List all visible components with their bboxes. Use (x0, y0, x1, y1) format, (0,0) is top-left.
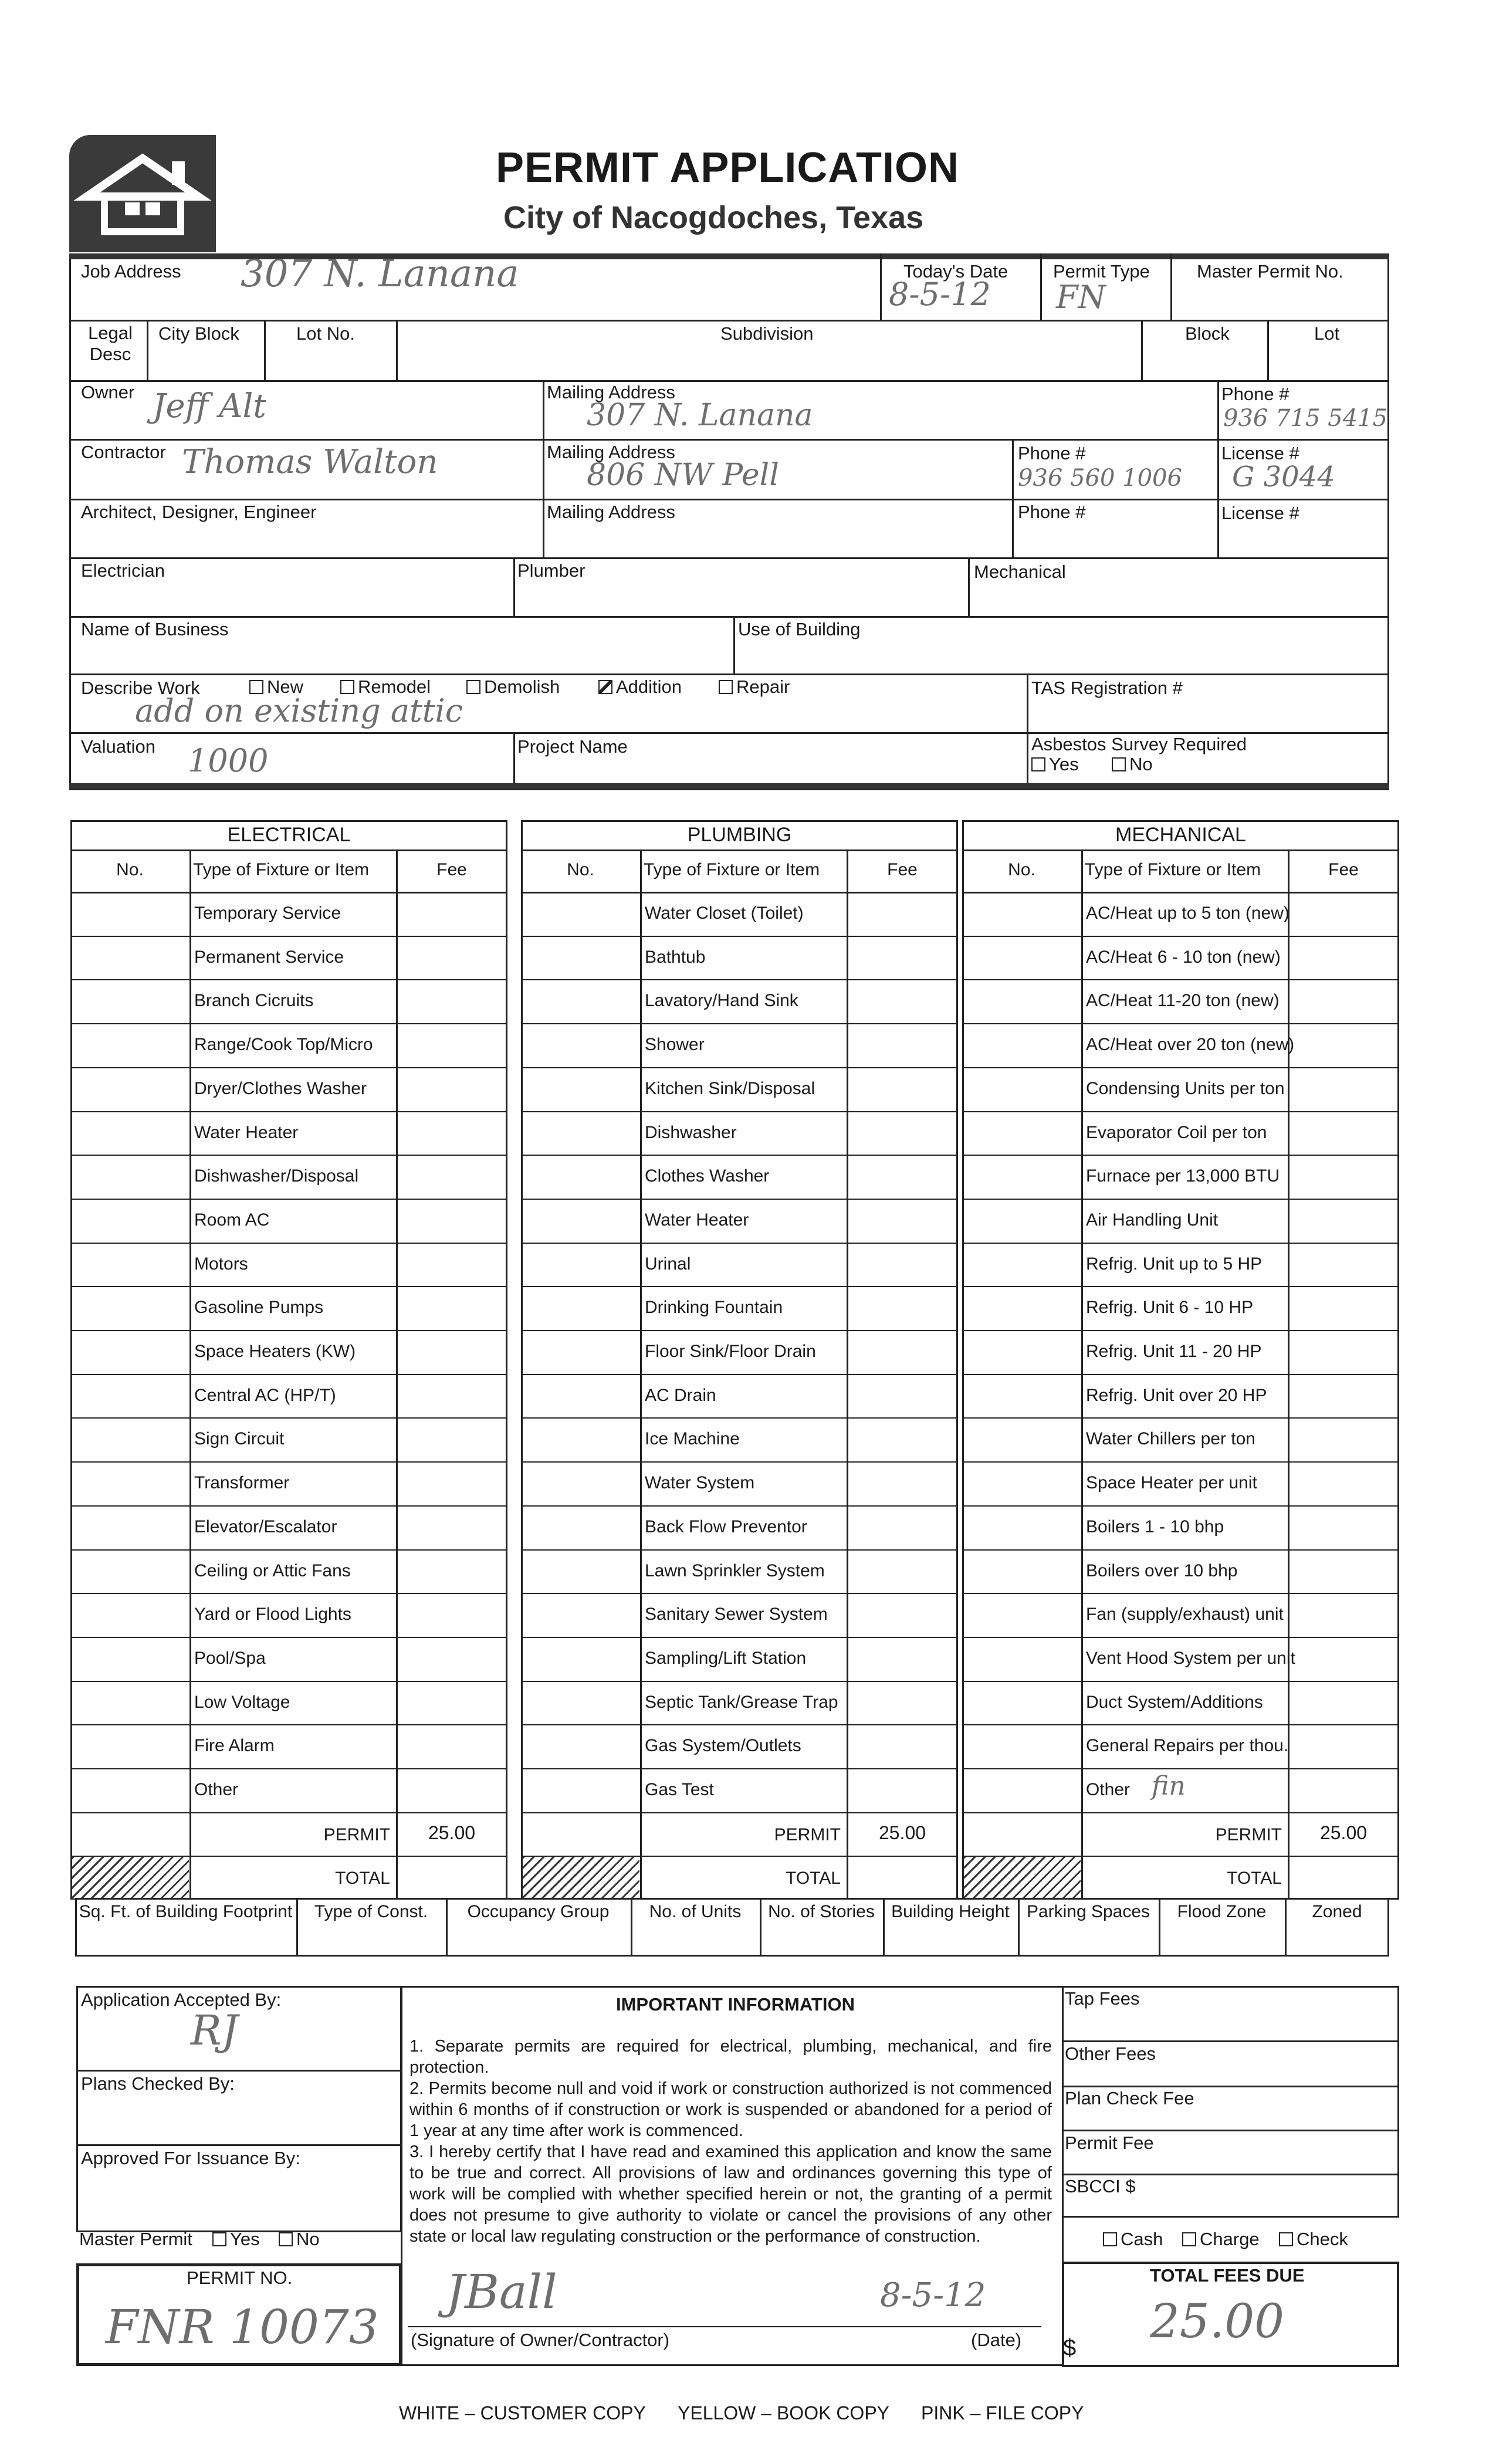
asbestos-label: Asbestos Survey Required (1031, 734, 1247, 754)
electrical-item: Gasoline Pumps (194, 1298, 324, 1318)
payment-cash[interactable] (1103, 2229, 1163, 2249)
mechanical-total-label: TOTAL (1227, 1869, 1282, 1888)
electrical-item: Dishwasher/Disposal (194, 1166, 359, 1186)
project-name-label: Project Name (517, 736, 628, 757)
electrical-permit-label: PERMIT (323, 1825, 390, 1844)
plumbing-item: Water System (645, 1473, 755, 1493)
electrical-item: Space Heaters (KW) (194, 1342, 356, 1361)
electrical-col-fee: Fee (436, 860, 467, 879)
electrician-label: Electrician (81, 560, 165, 581)
lot-label: Lot (1314, 323, 1340, 344)
building-field-label: No. of Stories (768, 1902, 875, 1921)
plumbing-item: Water Heater (645, 1210, 749, 1230)
owner-mailing-value[interactable]: 307 N. Lanana (587, 398, 813, 433)
total-fees-label: TOTAL FEES DUE (1150, 2265, 1305, 2286)
mechanical-permit-label: PERMIT (1215, 1825, 1282, 1844)
building-field-label: Parking Spaces (1026, 1902, 1150, 1921)
mechanical-item: Evaporator Coil per ton (1086, 1122, 1267, 1142)
mechanical-hatch (964, 1857, 1081, 1898)
todays-date-label: Today's Date (903, 261, 1008, 282)
business-label: Name of Business (81, 619, 229, 639)
plumbing-item: Urinal (645, 1254, 691, 1274)
pink-copy-label: PINK – FILE COPY (921, 2402, 1084, 2424)
building-field-label: Sq. Ft. of Building Footprint (79, 1902, 293, 1921)
plans-checked-label: Plans Checked By: (81, 2073, 235, 2094)
master-permit-yes-text: Yes (230, 2229, 260, 2249)
electrical-item: Sign Circuit (194, 1429, 285, 1449)
payment-cash-text: Cash (1121, 2229, 1163, 2249)
architect-mailing-label: Mailing Address (547, 502, 675, 522)
mechanical-item: Air Handling Unit (1086, 1210, 1219, 1230)
valuation-value[interactable]: 1000 (188, 742, 269, 779)
legal-desc-label (87, 323, 134, 365)
dollar-sign: $ (1063, 2335, 1077, 2361)
plumbing-item: Septic Tank/Grease Trap (645, 1692, 838, 1712)
plumbing-item: Bathtub (645, 947, 706, 967)
page-subtitle: City of Nacogdoches, Texas (503, 200, 924, 235)
approved-label: Approved For Issuance By: (81, 2148, 300, 2168)
electrical-item: Dryer/Clothes Washer (194, 1078, 367, 1098)
plumbing-item: Back Flow Preventor (645, 1517, 807, 1536)
mechanical-item: Refrig. Unit up to 5 HP (1086, 1254, 1263, 1274)
option-repair-text: Repair (736, 676, 790, 697)
permit-fee-label: Permit Fee (1065, 2133, 1154, 2153)
mechanical-item: Duct System/Additions (1086, 1692, 1263, 1712)
mechanical-item: Boilers over 10 bhp (1086, 1561, 1238, 1580)
plumbing-item: Sampling/Lift Station (645, 1648, 807, 1668)
master-permit-label: Master Permit No. (1197, 261, 1343, 282)
electrical-title: ELECTRICAL (227, 824, 351, 846)
electrical-total-label: TOTAL (335, 1869, 390, 1888)
mechanical-item: Refrig. Unit 6 - 10 HP (1086, 1298, 1254, 1318)
electrical-item: Other (194, 1780, 239, 1799)
electrical-item: Low Voltage (194, 1692, 290, 1712)
other-fees-label: Other Fees (1065, 2043, 1156, 2064)
electrical-item: Yard or Flood Lights (194, 1605, 351, 1624)
plumbing-total-label: TOTAL (786, 1869, 841, 1888)
signature-date-value[interactable]: 8-5-12 (880, 2276, 986, 2314)
mechanical-item: Other (1086, 1780, 1131, 1799)
tas-label: TAS Registration # (1031, 678, 1183, 698)
electrical-hatch (72, 1857, 189, 1898)
signature-value[interactable]: JBall (446, 2265, 557, 2319)
important-info-title: IMPORTANT INFORMATION (616, 1994, 855, 2015)
mechanical-permit-fee[interactable]: 25.00 (1319, 1822, 1368, 1843)
mechanical-item: Boilers 1 - 10 bhp (1086, 1517, 1224, 1536)
use-of-building-label: Use of Building (738, 619, 861, 639)
contractor-mailing-value[interactable]: 806 NW Pell (587, 458, 779, 493)
contractor-mailing-label: Mailing Address (547, 442, 675, 462)
building-field-label: Type of Const. (314, 1902, 428, 1921)
plumbing-item: Floor Sink/Floor Drain (645, 1342, 816, 1361)
plumbing-item: Water Closet (Toilet) (645, 903, 804, 923)
electrical-item: Temporary Service (194, 903, 341, 923)
legal-desc-text: Legal Desc (88, 323, 133, 364)
contractor-license-value[interactable]: G 3044 (1232, 461, 1335, 493)
contractor-license-label: License # (1221, 443, 1299, 463)
mechanical-item: Furnace per 13,000 BTU (1086, 1166, 1280, 1186)
accepted-by-value[interactable]: RJ (191, 2006, 238, 2055)
mechanical-item: Fan (supply/exhaust) unit (1086, 1605, 1284, 1624)
building-field-label: No. of Units (649, 1902, 742, 1921)
plumbing-permit-label: PERMIT (774, 1825, 841, 1844)
electrical-item: Ceiling or Attic Fans (194, 1561, 351, 1580)
electrical-item: Branch Cicruits (194, 991, 314, 1011)
plumbing-permit-fee[interactable]: 25.00 (878, 1822, 926, 1843)
mechanical-item: Space Heater per unit (1086, 1473, 1257, 1493)
building-field-label: Flood Zone (1177, 1902, 1267, 1921)
owner-value[interactable]: Jeff Alt (153, 387, 266, 425)
plumbing-item: Sanitary Sewer System (645, 1605, 828, 1624)
plumber-label: Plumber (517, 560, 585, 581)
plumbing-item: Dishwasher (645, 1122, 737, 1142)
option-demolish-text: Demolish (484, 676, 560, 697)
mechanical-item: General Repairs per thou. (1086, 1736, 1289, 1756)
electrical-item: Pool/Spa (194, 1648, 266, 1668)
option-addition-text: Addition (616, 676, 682, 697)
asbestos-no[interactable] (1112, 754, 1153, 774)
mechanical-item: Refrig. Unit over 20 HP (1086, 1385, 1267, 1405)
plumbing-hatch (523, 1857, 639, 1898)
mechanical-item: Water Chillers per ton (1086, 1429, 1255, 1449)
contractor-label: Contractor (81, 442, 166, 462)
option-demolish[interactable] (466, 677, 560, 697)
permit-no-label: PERMIT NO. (187, 2267, 293, 2288)
mechanical-item: AC/Heat 6 - 10 ton (new) (1086, 947, 1281, 967)
permit-type-value[interactable]: FN (1056, 279, 1106, 316)
option-addition[interactable] (598, 677, 682, 697)
approval-panel (76, 1986, 402, 2232)
job-address-value[interactable]: 307 N. Lanana (241, 252, 519, 296)
mechanical-item: AC/Heat up to 5 ton (new) (1086, 903, 1289, 923)
plumbing-item: Lavatory/Hand Sink (645, 991, 798, 1011)
plumbing-item: Shower (645, 1035, 705, 1055)
contractor-value[interactable]: Thomas Walton (182, 443, 438, 481)
master-permit-yes[interactable] (212, 2229, 260, 2249)
mechanical-col-no: No. (1008, 860, 1035, 879)
option-repair[interactable] (719, 677, 790, 697)
building-field-label: Zoned (1312, 1902, 1362, 1921)
info-item-3: 3. I hereby certify that I have read and examined this application and know the same to be true and correct. All provisions of law and ordinances governing this type of work will be complied with whether specified herein or not, the granting of a permit does not presume to give authority to violate or cancel the provisions of any other state or local law regulating construction or the performance of construction. (409, 2143, 1052, 2246)
electrical-col-no: No. (116, 860, 144, 879)
building-field-label: Building Height (891, 1902, 1010, 1921)
master-permit-bottom-label: Master Permit (79, 2229, 192, 2249)
plumbing-item: Kitchen Sink/Disposal (645, 1078, 815, 1098)
electrical-permit-fee[interactable]: 25.00 (428, 1822, 476, 1843)
asbestos-yes-text: Yes (1049, 754, 1079, 774)
owner-phone-value[interactable]: 936 715 5415 (1223, 405, 1387, 432)
city-logo (69, 135, 216, 252)
white-copy-label: WHITE – CUSTOMER COPY (399, 2402, 646, 2424)
electrical-item: Room AC (194, 1210, 270, 1230)
electrical-item: Water Heater (194, 1122, 299, 1142)
master-permit-no-text: No (296, 2229, 320, 2249)
info-item-2: 2. Permits become null and void if work or construction authorized is not commenced within 6 months of if construction or work is suspended or abandoned for a period of 1 year at any time after work is commenced. (409, 2079, 1052, 2140)
mechanical-item: AC/Heat 11-20 ton (new) (1086, 991, 1280, 1011)
electrical-item: Elevator/Escalator (194, 1517, 337, 1536)
house-icon (69, 135, 216, 252)
plumbing-item: Gas Test (645, 1780, 714, 1799)
info-item-1: 1. Separate permits are required for electrical, plumbing, mechanical, and fire protection. (409, 2037, 1052, 2077)
payment-charge-text: Charge (1200, 2229, 1260, 2249)
asbestos-no-text: No (1129, 754, 1153, 774)
payment-charge[interactable] (1182, 2229, 1260, 2249)
master-permit-no[interactable] (279, 2229, 320, 2249)
mechanical-item: Vent Hood System per unit (1086, 1648, 1295, 1668)
page-title: PERMIT APPLICATION (496, 144, 959, 191)
accepted-by-label: Application Accepted By: (81, 1989, 282, 2010)
option-remodel-text: Remodel (358, 676, 431, 697)
mechanical-other-value[interactable]: fin (1152, 1771, 1186, 1801)
plumbing-item: Drinking Fountain (645, 1298, 783, 1318)
date-label: (Date) (971, 2330, 1022, 2350)
contractor-phone-label: Phone # (1018, 443, 1086, 463)
owner-label: Owner (81, 382, 135, 402)
important-info-text (409, 2036, 1052, 2247)
plumbing-item: Clothes Washer (645, 1166, 770, 1186)
mechanical-col-fee: Fee (1328, 860, 1359, 879)
valuation-label: Valuation (81, 736, 155, 757)
plumbing-item: Lawn Sprinkler System (645, 1561, 825, 1580)
city-block-label: City Block (158, 323, 239, 344)
yellow-copy-label: YELLOW – BOOK COPY (678, 2402, 889, 2424)
plumbing-item: AC Drain (645, 1385, 716, 1405)
owner-mailing-label: Mailing Address (547, 382, 675, 402)
mechanical-title: MECHANICAL (1115, 824, 1246, 846)
plumbing-title: PLUMBING (687, 824, 792, 846)
plumbing-col-type: Type of Fixture or Item (644, 860, 820, 879)
payment-check[interactable] (1279, 2229, 1348, 2249)
total-fees-value[interactable]: 25.00 (1150, 2294, 1285, 2348)
electrical-item: Range/Cook Top/Micro (194, 1035, 373, 1055)
architect-phone-label: Phone # (1018, 502, 1086, 522)
option-new-text: New (267, 676, 304, 697)
contractor-phone-value[interactable]: 936 560 1006 (1018, 465, 1182, 492)
plumbing-item: Gas System/Outlets (645, 1736, 801, 1756)
job-address-label: Job Address (81, 261, 181, 282)
owner-phone-label: Phone # (1221, 384, 1289, 404)
mechanical-item: Refrig. Unit 11 - 20 HP (1086, 1342, 1262, 1361)
subdivision-label: Subdivision (720, 323, 814, 344)
electrical-item: Transformer (194, 1473, 290, 1493)
plumbing-col-no: No. (567, 860, 594, 879)
payment-check-text: Check (1297, 2229, 1348, 2249)
plan-check-fee-label: Plan Check Fee (1065, 2088, 1194, 2108)
permit-no-value[interactable]: FNR 10073 (106, 2300, 379, 2354)
architect-license-label: License # (1221, 503, 1299, 523)
mechanical-item: AC/Heat over 20 ton (new) (1086, 1035, 1295, 1055)
electrical-col-type: Type of Fixture or Item (193, 860, 370, 879)
lot-no-label: Lot No. (296, 323, 355, 344)
electrical-item: Permanent Service (194, 947, 344, 967)
mechanical-label: Mechanical (974, 561, 1066, 582)
plumbing-item: Ice Machine (645, 1429, 740, 1449)
plumbing-col-fee: Fee (887, 860, 918, 879)
mechanical-col-type: Type of Fixture or Item (1085, 860, 1261, 879)
describe-work-value[interactable]: add on existing attic (135, 692, 463, 729)
electrical-item: Motors (194, 1254, 248, 1274)
todays-date-value[interactable]: 8-5-12 (889, 276, 991, 313)
permit-type-label: Permit Type (1053, 261, 1150, 282)
signature-label: (Signature of Owner/Contractor) (411, 2330, 670, 2350)
building-field-label: Occupancy Group (467, 1902, 610, 1921)
tap-fees-label: Tap Fees (1065, 1988, 1140, 2009)
mechanical-item: Condensing Units per ton (1086, 1078, 1285, 1098)
describe-work-label: Describe Work (81, 678, 200, 698)
block-label: Block (1185, 323, 1230, 344)
asbestos-yes[interactable] (1031, 754, 1079, 774)
sbcci-label: SBCCI $ (1065, 2176, 1136, 2196)
architect-label: Architect, Designer, Engineer (81, 502, 317, 522)
electrical-item: Central AC (HP/T) (194, 1385, 336, 1405)
electrical-item: Fire Alarm (194, 1736, 275, 1756)
